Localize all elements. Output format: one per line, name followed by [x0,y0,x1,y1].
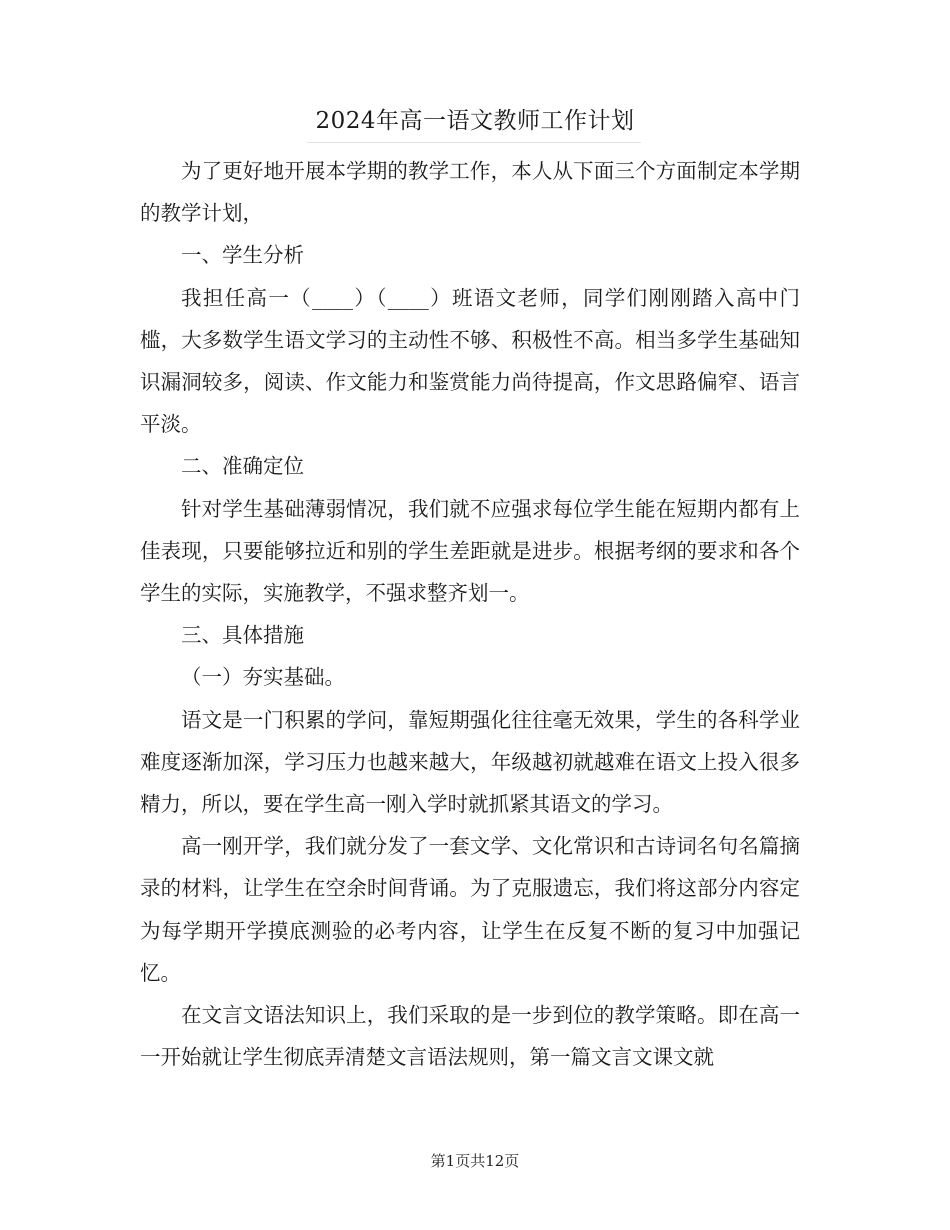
subheading-foundation: （一）夯实基础。 [181,665,345,690]
paragraph-intro: 为了更好地开展本学期的教学工作，本人从下面三个方面制定本学期的教学计划， [140,159,800,226]
title-underline [307,142,641,143]
page-number-footer: 第1页共12页 [430,1152,520,1170]
heading-student-analysis: 一、学生分析 [181,243,304,268]
paragraph-foundation-1: 语文是一门积累的学问，靠短期强化往往毫无效果，学生的各科学业难度逐渐加深，学习压力也越来越大，年级越初就越难在语文上投入很多精力，所以，要在学生高一刚入学时就抓紧其语文的学习。 [140,707,800,817]
document-title: 2024年高一语文教师工作计划 [315,108,635,134]
heading-measures: 三、具体措施 [181,623,304,648]
paragraph-student-analysis: 我担任高一（____）（____）班语文老师，同学们刚刚踏入高中门槛，大多数学生语文学习的主动性不够、积极性不高。相当多学生基础知识漏洞较多，阅读、作文能力和鉴赏能力尚待提高，作文思路偏窄、语言平淡。 [140,285,800,437]
paragraph-positioning: 针对学生基础薄弱情况，我们就不应强求每位学生能在短期内都有上佳表现，只要能够拉近和别的学生差距就是进步。根据考纲的要求和各个学生的实际，实施教学，不强求整齐划一。 [140,496,800,606]
document-body [140,150,800,1078]
paragraph-foundation-3: 在文言文语法知识上，我们采取的是一步到位的教学策略。即在高一一开始就让学生彻底弄清楚文言语法规则，第一篇文言文课文就 [140,1003,800,1070]
paragraph-foundation-2: 高一刚开学，我们就分发了一套文学、文化常识和古诗词名句名篇摘录的材料，让学生在空余时间背诵。为了克服遗忘，我们将这部分内容定为每学期开学摸底测验的必考内容，让学生在反复不断的复习中加强记忆。 [140,834,800,985]
heading-positioning: 二、准确定位 [181,454,304,479]
